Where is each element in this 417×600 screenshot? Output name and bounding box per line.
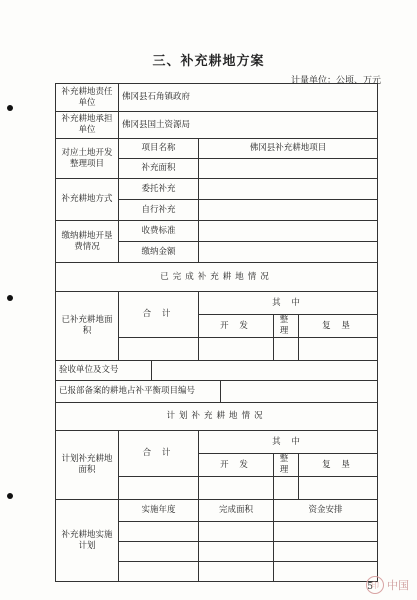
binder-hole-icon xyxy=(7,493,13,499)
completed-total-value xyxy=(119,338,199,361)
fee-standard-label: 收费标准 xyxy=(119,221,199,242)
impl-year-cell xyxy=(119,562,199,582)
impl-area-cell xyxy=(199,562,274,582)
impl-funds-header: 资金安排 xyxy=(274,500,378,522)
planned-area-label: 计划补充耕地面积 xyxy=(56,431,119,500)
completed-total-label: 合 计 xyxy=(119,292,199,338)
planned-section-title: 计划补充耕地情况 xyxy=(56,403,378,431)
fee-label: 缴纳耕地开垦费情况 xyxy=(56,221,119,263)
method-label: 补充耕地方式 xyxy=(56,179,119,221)
planned-total-label: 合 计 xyxy=(119,431,199,477)
completed-consolidate-value xyxy=(274,338,299,361)
project-name-value: 佛冈县补充耕地项目 xyxy=(199,139,378,159)
watermark xyxy=(366,576,409,594)
binder-hole-icon xyxy=(7,105,13,111)
planned-total-value xyxy=(119,477,199,500)
responsible-unit-value: 佛冈县石角镇政府 xyxy=(119,84,378,112)
binder-hole-icon xyxy=(7,295,13,301)
plan-table xyxy=(55,83,378,582)
self-value xyxy=(199,200,378,221)
impl-year-cell xyxy=(119,522,199,542)
impl-funds-cell xyxy=(274,542,378,562)
completed-reclaim-value xyxy=(299,338,378,361)
completed-among-label: 其 中 xyxy=(199,292,378,315)
responsible-unit-label: 补充耕地责任单位 xyxy=(56,84,119,112)
dev-project-label: 对应土地开发整理项目 xyxy=(56,139,119,179)
project-name-label: 项目名称 xyxy=(119,139,199,159)
impl-area-header: 完成面积 xyxy=(199,500,274,522)
impl-area-cell xyxy=(199,542,274,562)
fee-amount-value xyxy=(199,242,378,263)
self-label: 自行补充 xyxy=(119,200,199,221)
seal-icon: 印 xyxy=(366,576,384,594)
planned-among-label: 其 中 xyxy=(199,431,378,454)
undertaking-unit-label: 补充耕地承担单位 xyxy=(56,112,119,139)
completed-area-label: 已补充耕地面积 xyxy=(56,292,119,361)
completed-section-title: 已完成补充耕地情况 xyxy=(56,263,378,292)
planned-consolidate-label: 整 理 xyxy=(274,454,299,477)
entrust-label: 委托补充 xyxy=(119,179,199,200)
area-value xyxy=(199,159,378,179)
acceptance-label: 验收单位及文号 xyxy=(56,361,152,381)
completed-develop-value xyxy=(199,338,274,361)
planned-reclaim-label: 复 垦 xyxy=(299,454,378,477)
watermark-text: 中国 xyxy=(387,579,409,592)
planned-develop-value xyxy=(199,477,274,500)
impl-funds-cell xyxy=(274,562,378,582)
entrust-value xyxy=(199,179,378,200)
completed-consolidate-label: 整 理 xyxy=(274,315,299,338)
unit-note: 计量单位：公顷、万元 xyxy=(290,76,381,86)
impl-area-cell xyxy=(199,522,274,542)
impl-year-header: 实施年度 xyxy=(119,500,199,522)
impl-year-cell xyxy=(119,542,199,562)
impl-funds-cell xyxy=(274,522,378,542)
fee-standard-value xyxy=(199,221,378,242)
area-label: 补充面积 xyxy=(119,159,199,179)
filed-label: 已报部备案的耕地占补平衡项目编号 xyxy=(56,381,221,403)
acceptance-value xyxy=(152,361,378,381)
fee-amount-label: 缴纳金额 xyxy=(119,242,199,263)
planned-consolidate-value xyxy=(274,477,299,500)
page-number: 5 xyxy=(367,582,373,592)
filed-value xyxy=(221,381,378,403)
completed-develop-label: 开 发 xyxy=(199,315,274,338)
planned-develop-label: 开 发 xyxy=(199,454,274,477)
completed-reclaim-label: 复 垦 xyxy=(299,315,378,338)
implementation-label: 补充耕地实施计划 xyxy=(56,500,119,582)
planned-reclaim-value xyxy=(299,477,378,500)
undertaking-unit-value: 佛冈县国土资源局 xyxy=(119,112,378,139)
page-title: 三、补充耕地方案 xyxy=(152,54,265,69)
